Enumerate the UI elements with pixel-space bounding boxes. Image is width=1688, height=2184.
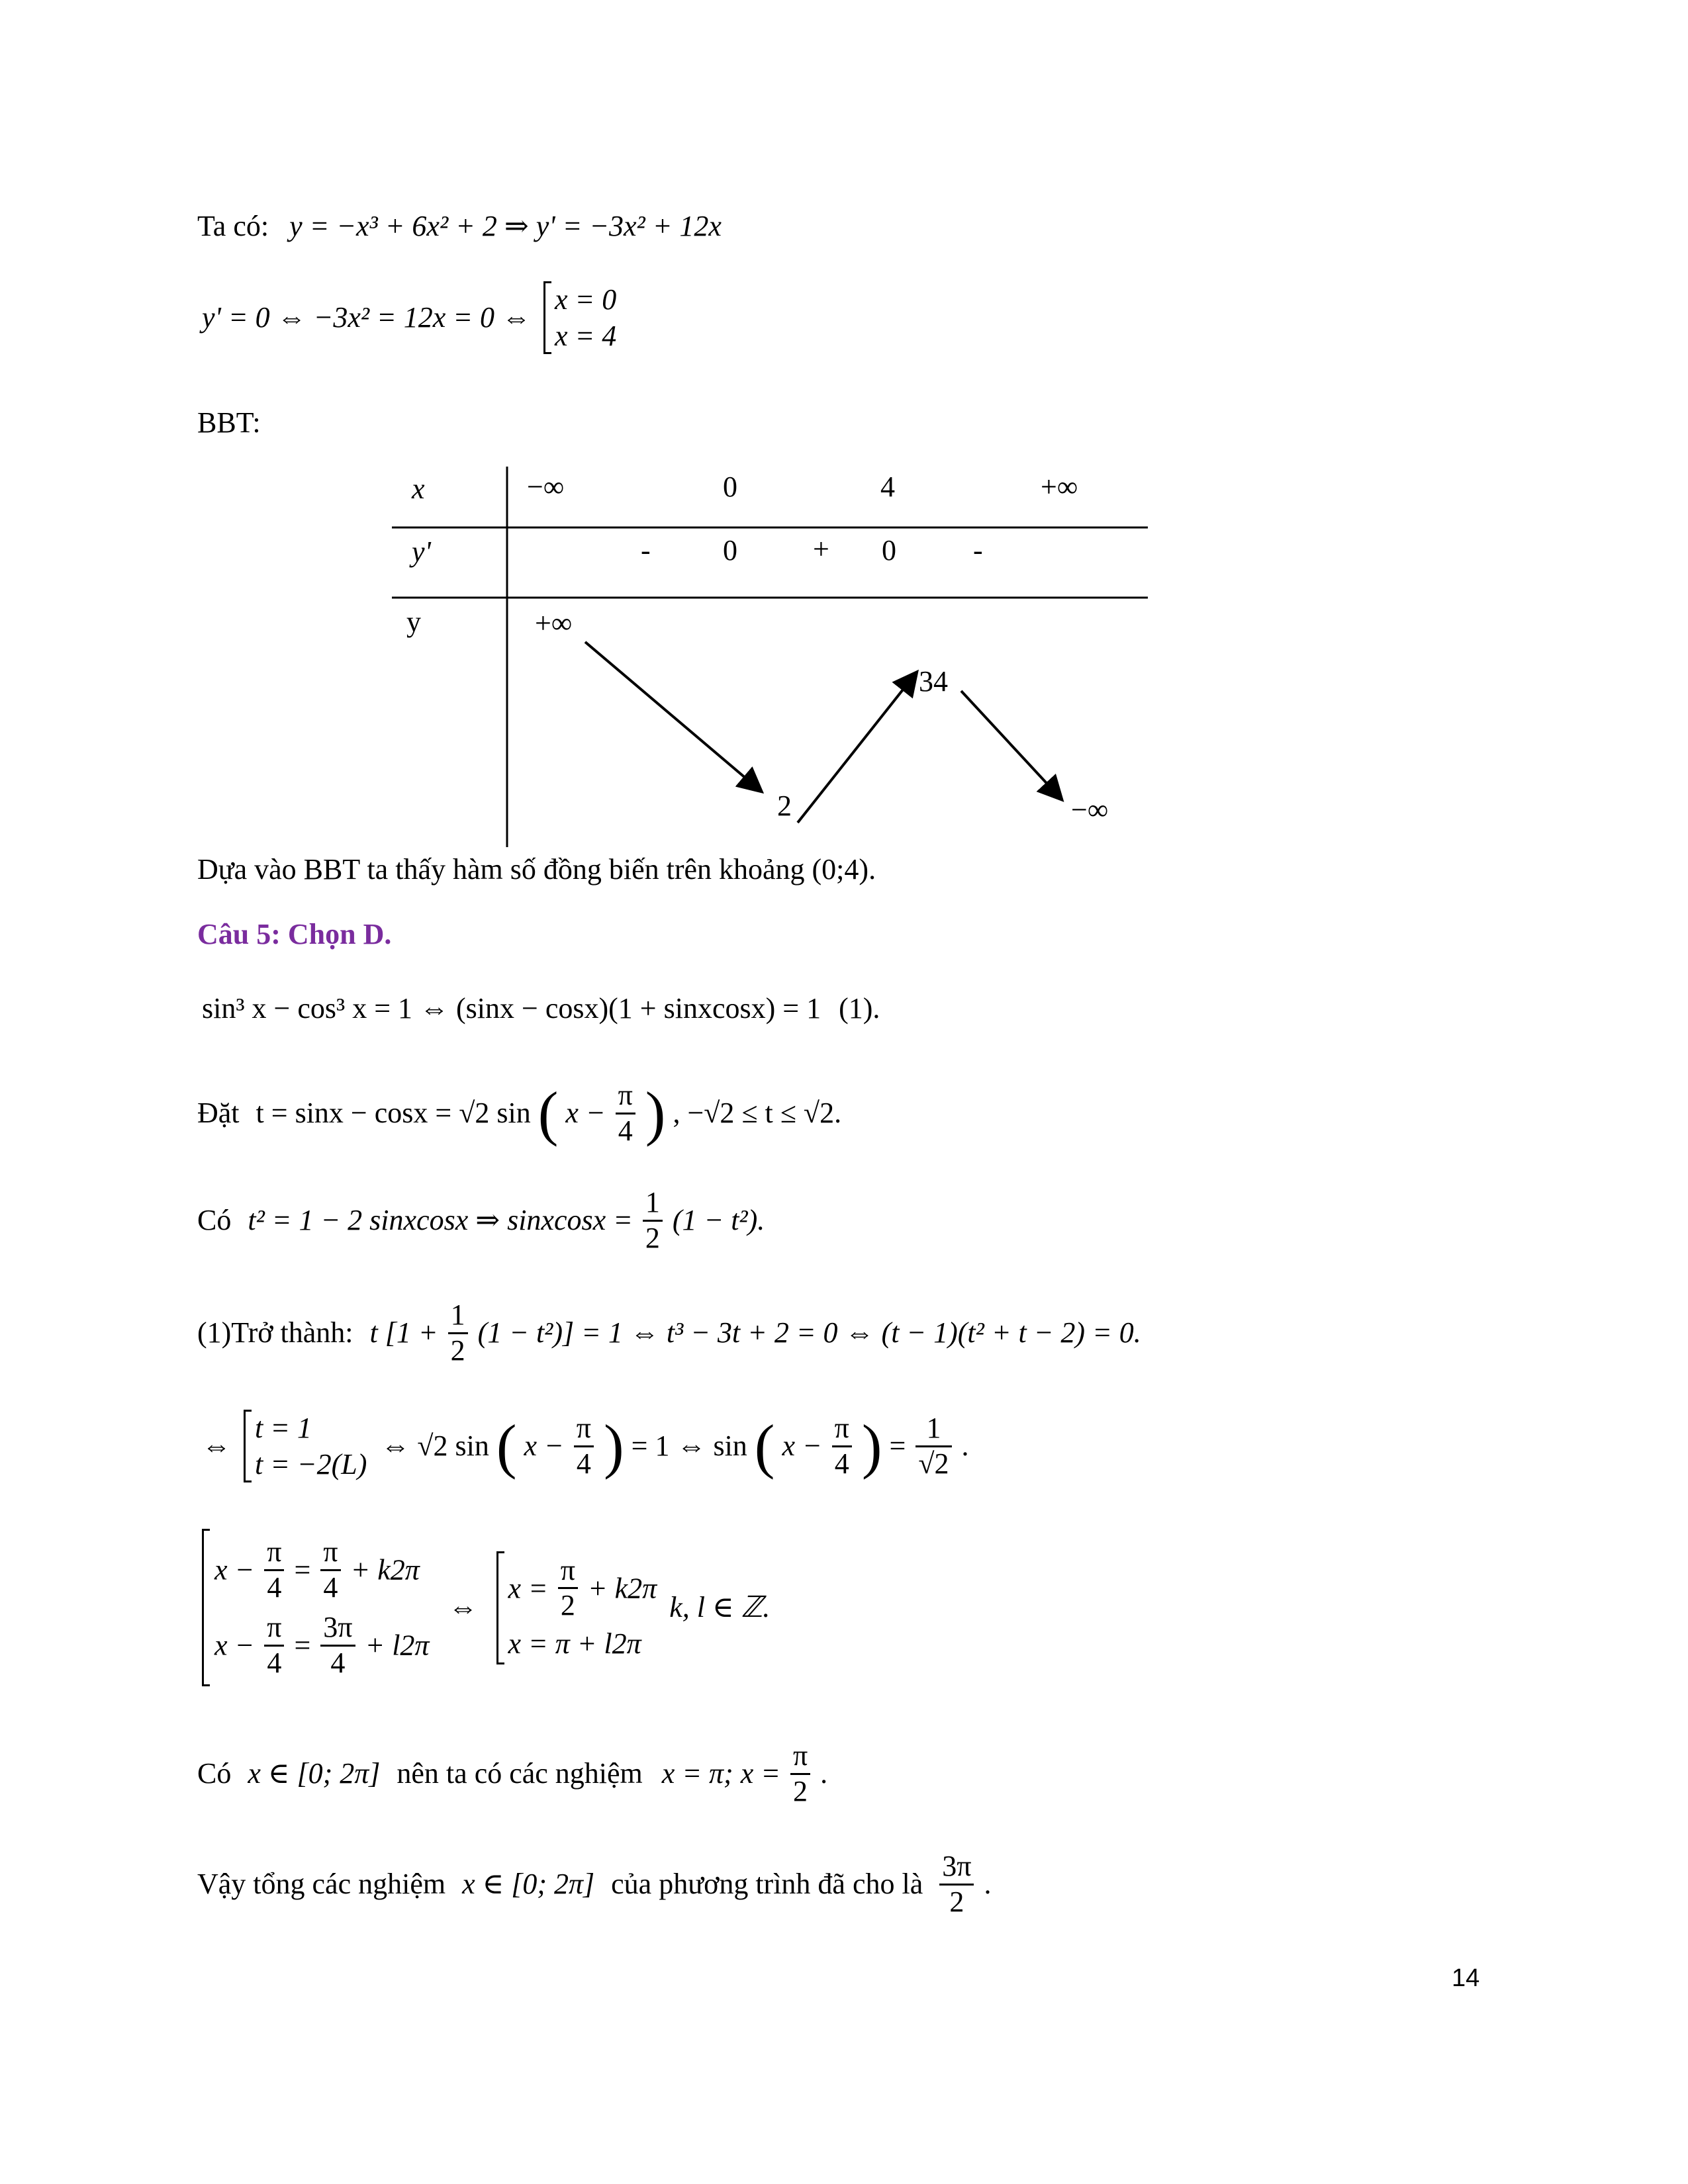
sin-arg-2: x − <box>782 1430 822 1462</box>
substitution-range: , −√2 ≤ t ≤ √2. <box>673 1097 842 1130</box>
intro-lead: Ta có: <box>197 210 269 242</box>
solution-line-2 <box>214 1611 429 1680</box>
paren-open-2: ( <box>754 1412 775 1480</box>
frac-num: 3π <box>939 1850 974 1886</box>
y-end: −∞ <box>1071 794 1109 826</box>
page-number: 14 <box>1452 1964 1480 1992</box>
solution-system-right <box>496 1551 657 1664</box>
frac-den: 2 <box>450 1334 465 1367</box>
t-case-1: t = 1 <box>255 1412 312 1444</box>
interval-solution: x = π; x = <box>661 1757 780 1790</box>
frac-num: 1 <box>915 1412 951 1447</box>
frac-num: 1 <box>643 1186 663 1222</box>
solution-line-1 <box>214 1535 429 1604</box>
y-max: 34 <box>919 665 948 698</box>
zero-1: 0 <box>723 534 737 567</box>
equals-sign: = <box>889 1430 906 1462</box>
three-pi-over-2 <box>939 1850 974 1919</box>
x-zero: 0 <box>723 471 737 503</box>
frac-num: π <box>574 1412 594 1447</box>
frac-num: π <box>790 1739 810 1775</box>
equation-1-expr: sin³ x − cos³ x = 1 ⇔ (sinx − cosx)(1 + sinxcosx) = 1 <box>202 992 821 1024</box>
equation-1-tag: (1). <box>839 992 880 1024</box>
frac-num: π <box>264 1611 284 1647</box>
final-answer <box>197 1850 991 1919</box>
x-four: 4 <box>880 471 895 503</box>
expr-part: x − <box>214 1553 255 1586</box>
transformed-right: (1 − t²)] = 1 ⇔ t³ − 3t + 2 = 0 ⇔ (t − 1)(t² + t − 2) = 0. <box>477 1316 1141 1349</box>
frac-den: 2 <box>793 1774 808 1807</box>
critical-case-1: x = 0 <box>554 283 617 316</box>
final-text: của phương trình đã cho là <box>611 1868 923 1901</box>
iff-symbol: ⇔ <box>202 1430 231 1462</box>
increasing-arrow <box>798 674 915 823</box>
frac-den: √2 <box>918 1447 949 1480</box>
interval-text: nên ta có các nghiệm <box>397 1757 643 1790</box>
frac-num: π <box>832 1412 852 1447</box>
final-lead: Vậy tổng các nghiệm <box>197 1868 446 1901</box>
sin-eq-mid: = 1 ⇔ sin <box>631 1430 747 1462</box>
paren-open: ( <box>496 1412 517 1480</box>
one-half <box>643 1186 663 1255</box>
frac-den: 4 <box>323 1570 338 1604</box>
frac-den: 4 <box>576 1447 591 1480</box>
frac-num: π <box>320 1535 340 1571</box>
identity-line <box>197 1186 765 1255</box>
paren-close: ) <box>645 1079 666 1148</box>
frac-num: π <box>558 1554 578 1590</box>
solution-right-2: x = π + l2π <box>508 1627 641 1660</box>
interval-lead: Có <box>197 1757 232 1790</box>
frac-den: 2 <box>949 1885 964 1918</box>
period: . <box>820 1757 828 1790</box>
frac-den: 2 <box>560 1589 575 1622</box>
decreasing-arrow-2 <box>961 691 1060 798</box>
pi-over-4-b <box>320 1535 340 1604</box>
solution-cases <box>202 1410 969 1482</box>
iff-symbol: ⇔ <box>448 1591 478 1624</box>
sign-2: + <box>813 533 829 565</box>
row-y-label: y <box>406 606 421 638</box>
equals-sign: = <box>294 1629 311 1662</box>
substitution-lead: Đặt <box>197 1097 240 1130</box>
final-range: x ∈ [0; 2π] <box>462 1868 595 1901</box>
frac-den: 2 <box>645 1221 660 1254</box>
paren-close: ) <box>603 1412 624 1480</box>
conclusion-text: Dựa vào BBT ta thấy hàm số đồng biến trên khoảng (0;4). <box>197 853 876 886</box>
equals-sign: = <box>294 1553 311 1586</box>
general-solutions <box>202 1529 770 1686</box>
interval-range: x ∈ [0; 2π] <box>248 1757 381 1790</box>
period: . <box>984 1868 992 1901</box>
sign-1: - <box>641 534 651 567</box>
substitution-paren-expr: x − <box>565 1097 606 1130</box>
transformed-equation <box>197 1298 1141 1367</box>
pi-over-4 <box>616 1079 635 1148</box>
critical-case-2: x = 4 <box>554 320 617 352</box>
row-yprime-label: y' <box>412 535 431 568</box>
expr-part: x = <box>508 1572 548 1605</box>
one-half-2 <box>448 1298 468 1367</box>
identity-left: t² = 1 − 2 sinxcosx ⇒ sinxcosx = <box>248 1204 633 1237</box>
equation-1 <box>202 994 880 1023</box>
bbt-label: BBT: <box>197 406 261 439</box>
t-case-2: t = −2(L) <box>255 1448 367 1480</box>
identity-right: (1 − t²). <box>672 1204 765 1237</box>
pi-over-2 <box>558 1554 578 1623</box>
frac-num: π <box>616 1079 635 1115</box>
expr-part: + l2π <box>365 1629 430 1662</box>
pi-over-4 <box>264 1611 284 1680</box>
critical-equation: y' = 0 ⇔ −3x² = 12x = 0 ⇔ <box>202 301 531 334</box>
substitution-line <box>197 1079 841 1148</box>
solution-right-1 <box>508 1554 657 1623</box>
solution-system-left <box>202 1529 429 1686</box>
frac-num: π <box>264 1535 284 1571</box>
transformed-left: t [1 + <box>369 1316 438 1349</box>
expr-part: x − <box>214 1629 255 1662</box>
y-start: +∞ <box>535 607 573 639</box>
identity-lead: Có <box>197 1204 232 1237</box>
x-pos-inf: +∞ <box>1041 471 1078 503</box>
frac-den: 4 <box>834 1447 849 1480</box>
expr-part: + k2π <box>587 1572 657 1605</box>
interval-solutions <box>197 1739 827 1808</box>
three-pi-over-4 <box>320 1611 355 1680</box>
decreasing-arrow-1 <box>585 642 760 790</box>
frac-den: 4 <box>267 1570 282 1604</box>
row-x-label: x <box>412 473 425 505</box>
frac-den: 4 <box>267 1646 282 1679</box>
question-5-heading: Câu 5: Chọn D. <box>197 918 392 950</box>
integer-condition: k, l ∈ ℤ. <box>669 1591 771 1624</box>
paren-close-2: ) <box>861 1412 882 1480</box>
sin-arg: x − <box>524 1430 564 1462</box>
pi-over-4 <box>574 1412 594 1480</box>
paren-open: ( <box>538 1079 559 1148</box>
t-cases <box>244 1410 367 1482</box>
expr-part: + k2π <box>350 1553 420 1586</box>
substitution-left: t = sinx − cosx = √2 sin <box>256 1097 531 1130</box>
transformed-lead: (1)Trở thành: <box>197 1316 353 1349</box>
pi-over-4 <box>264 1535 284 1604</box>
period: . <box>961 1430 969 1462</box>
frac-num: 3π <box>320 1611 355 1647</box>
x-neg-inf: −∞ <box>527 471 565 503</box>
derivative-formula: y = −x³ + 6x² + 2 ⇒ y' = −3x² + 12x <box>289 210 722 242</box>
frac-den: 4 <box>618 1114 633 1147</box>
y-min: 2 <box>777 790 792 822</box>
pi-over-4-b <box>832 1412 852 1480</box>
pi-over-2 <box>790 1739 810 1808</box>
frac-num: 1 <box>448 1298 468 1334</box>
frac-den: 4 <box>330 1646 346 1679</box>
zero-2: 0 <box>882 534 896 567</box>
sign-3: - <box>973 534 983 567</box>
one-over-sqrt2 <box>915 1412 951 1480</box>
sin-eq-left: ⇔ √2 sin <box>381 1430 489 1462</box>
